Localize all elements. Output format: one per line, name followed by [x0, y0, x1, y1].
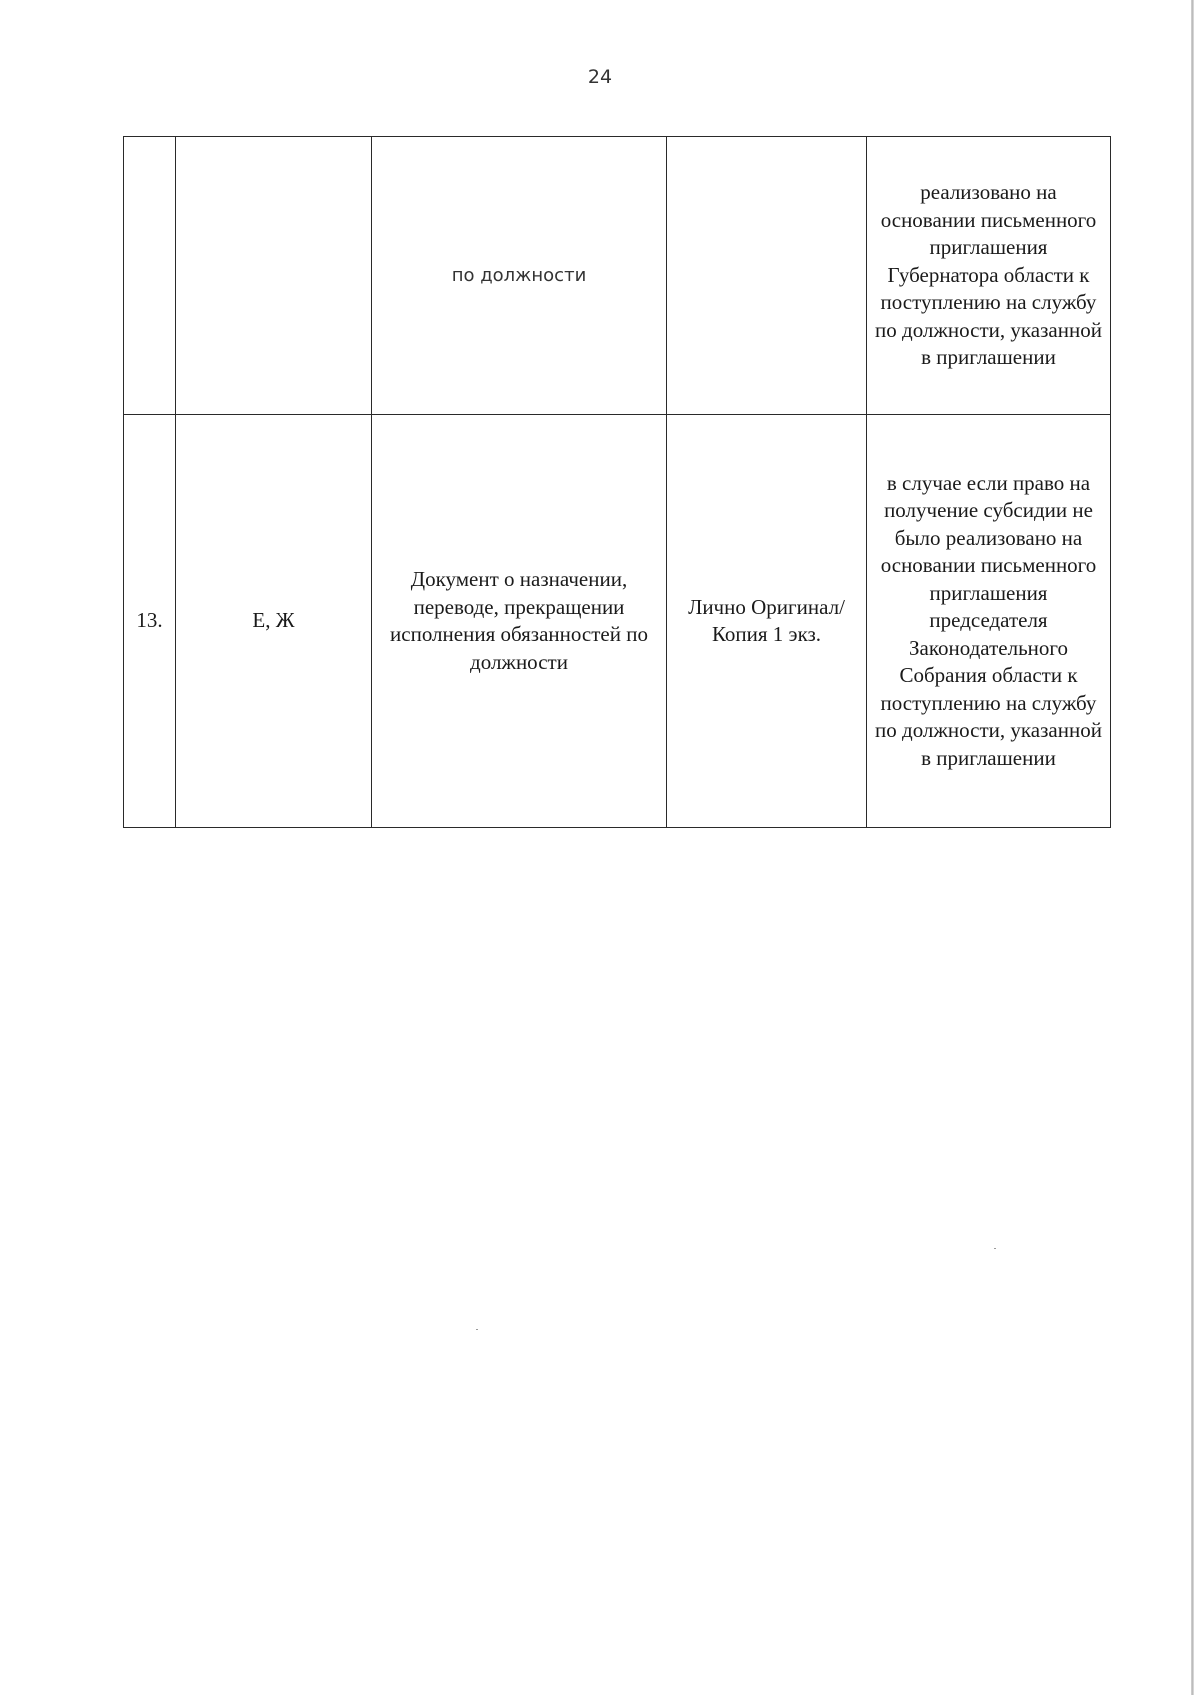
row-number-cell: [124, 137, 176, 415]
page-number: 24: [587, 66, 613, 88]
group-label: Е, Ж: [252, 608, 295, 633]
document-name: Документ о назначении, переводе, прекращении исполнения обязанностей по должности: [390, 567, 648, 674]
row-number: 13.: [136, 608, 163, 633]
table-row: [124, 415, 1111, 828]
scan-edge: [1191, 0, 1194, 1695]
submission-method: Лично Оригинал/Копия 1 экз.: [688, 594, 845, 646]
scan-speck: [994, 1248, 996, 1249]
document-name: по должности: [451, 264, 587, 286]
requirements-table: [123, 136, 1111, 828]
document-cell: [372, 415, 667, 828]
document-cell: [372, 137, 667, 415]
note-text: в случае если право на получение субсидии не было реализовано на основании письменного приглашения председателя Законодательного Собрания области к поступлению на службу по должности, указанной в приглашении: [875, 470, 1102, 770]
note-cell: [867, 137, 1111, 415]
method-cell: [667, 415, 867, 828]
group-cell: [176, 137, 372, 415]
method-cell: [667, 137, 867, 415]
group-cell: [176, 415, 372, 828]
row-number-cell: [124, 415, 176, 828]
note-text: реализовано на основании письменного приглашения Губернатора области к поступлению на службу по должности, указанной в приглашении: [875, 180, 1102, 370]
scan-speck: [476, 1329, 478, 1330]
table-row: [124, 137, 1111, 415]
note-cell: [867, 415, 1111, 828]
